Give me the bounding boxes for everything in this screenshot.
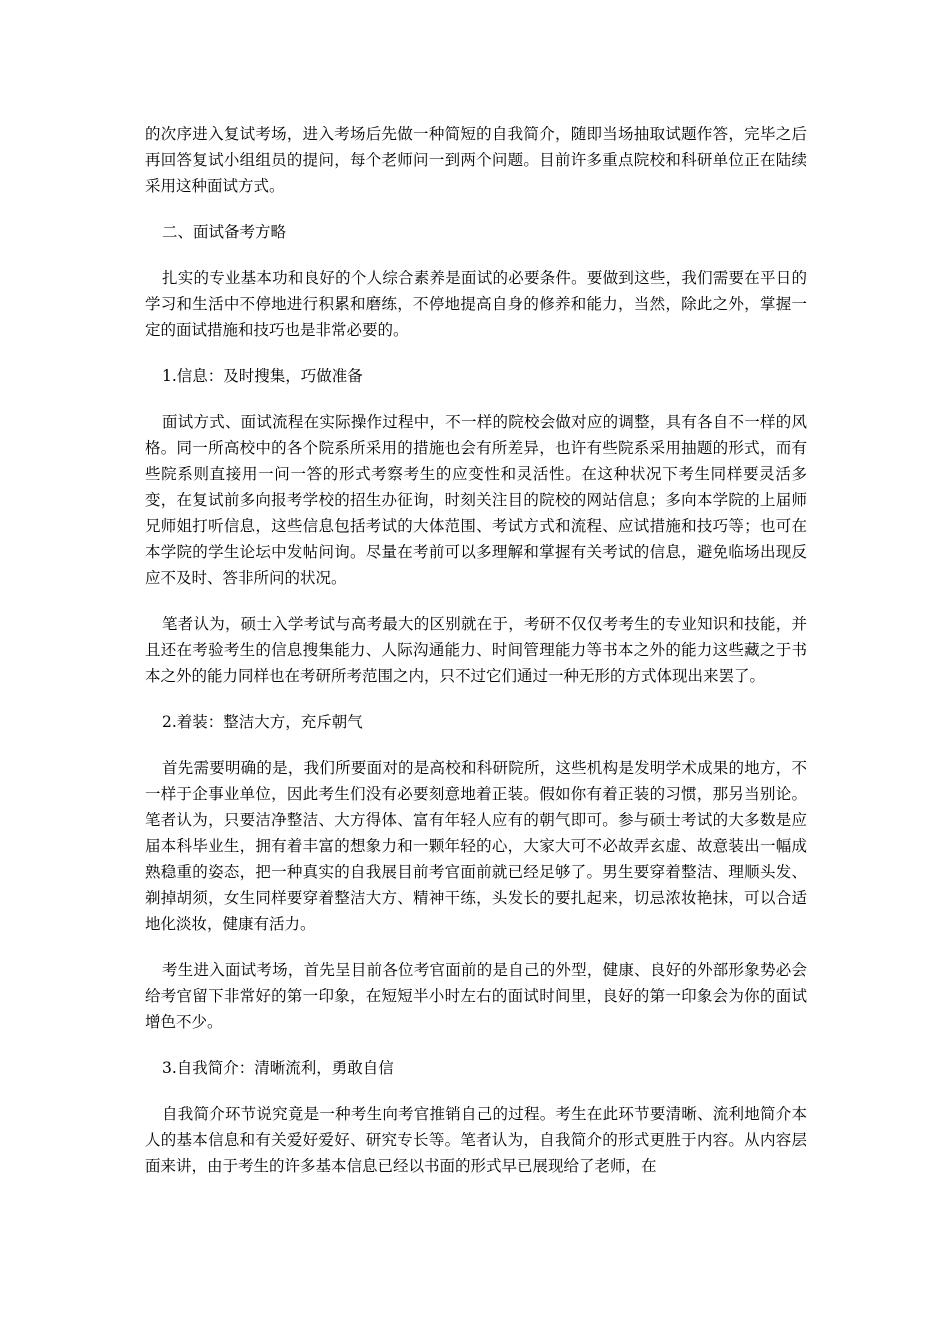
subsection-heading: 1.信息：及时搜集，巧做准备	[162, 367, 363, 385]
paragraph-body: 考生进入面试考场，首先呈目前各位考官面前的是自己的外型，健康、良好的外部形象势必会给考官留下非常好的第一印象，在短短半小时左右的面试时间里，良好的第一印象会为你的面试增色不少。	[145, 961, 807, 1031]
paragraph-body: 面试方式、面试流程在实际操作过程中，不一样的院校会做对应的调整，具有各自不一样的风格。同一所高校中的各个院系所采用的措施也会有所差异，也许有些院系采用抽题的形式，而有些院系则直接用一问一答的形式考察考生的应变性和灵活性。在这种状况下考生同样要灵活多变，在复试前多向报考学校的招生办征询，时刻关注目的院校的网站信息；多向本学院的上届师兄师姐打听信息，这些信息包括考试的大体范围、考试方式和流程、应试措施和技巧等；也可在本学院的学生论坛中发帖问询。尽量在考前可以多理解和掌握有关考试的信息，避免临场出现反应不及时、答非所问的状况。	[145, 413, 807, 587]
subsection-heading: 2.着装：整洁大方，充斥朝气	[162, 713, 363, 731]
paragraph-body: 笔者认为，硕士入学考试与高考最大的区别就在于，考研不仅仅考考生的专业知识和技能，并且还在考验考生的信息搜集能力、人际沟通能力、时间管理能力等书本之外的能力这些藏之于书本之外的能力同样也在考研所考范围之内，只不过它们通过一种无形的方式体现出来罢了。	[145, 615, 807, 685]
paragraph-body: 自我简介环节说究竟是一种考生向考官推销自己的过程。考生在此环节要清晰、流利地简介本人的基本信息和有关爱好爱好、研究专长等。笔者认为，自我简介的形式更胜于内容。从内容层面来讲，由于考生的许多基本信息已经以书面的形式早已展现给了老师，在	[145, 1105, 807, 1175]
document-page	[145, 121, 807, 1199]
section-heading: 二、面试备考方略	[162, 223, 287, 241]
paragraph-body: 的次序进入复试考场，进入考场后先做一种简短的自我简介，随即当场抽取试题作答，完毕之后再回答复试小组组员的提问，每个老师问一到两个问题。目前许多重点院校和科研单位正在陆续采用这种面试方式。	[145, 125, 807, 195]
subsection-heading: 3.自我简介：清晰流利，勇敢自信	[162, 1059, 394, 1077]
paragraph-body: 扎实的专业基本功和良好的个人综合素养是面试的必要条件。要做到这些，我们需要在平日的学习和生活中不停地进行积累和磨练，不停地提高自身的修养和能力，当然，除此之外，掌握一定的面试措施和技巧也是非常必要的。	[145, 269, 807, 339]
paragraph-body: 首先需要明确的是，我们所要面对的是高校和科研院所，这些机构是发明学术成果的地方，不一样于企事业单位，因此考生们没有必要刻意地着正装。假如你有着正装的习惯，那另当别论。笔者认为，只要洁净整洁、大方得体、富有年轻人应有的朝气即可。参与硕士考试的大多数是应届本科毕业生，拥有着丰富的想象力和一颗年轻的心，大家大可不必故弄玄虚、故意装出一幅成熟稳重的姿态，把一种真实的自我展目前考官面前就已经足够了。男生要穿着整洁、理顺头发、剃掉胡须，女生同样要穿着整洁大方、精神干练，头发长的要扎起来，切忌浓妆艳抹，可以合适地化淡妆，健康有活力。	[145, 759, 807, 933]
